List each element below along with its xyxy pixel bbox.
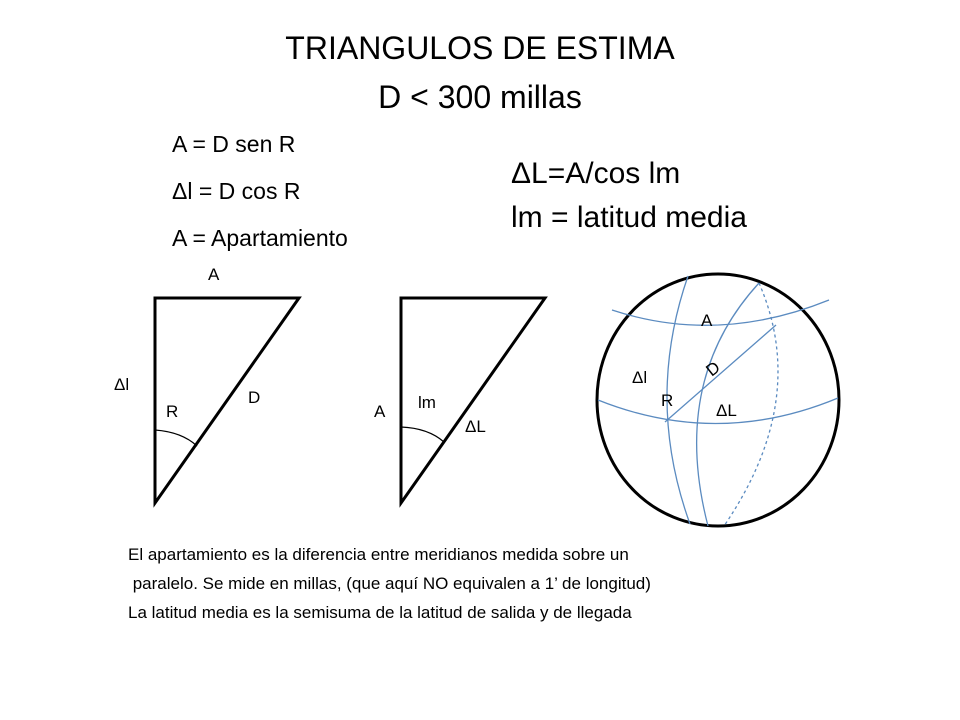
sphere-label-a: A bbox=[701, 311, 713, 330]
triangle-2-label-lm: lm bbox=[418, 393, 436, 412]
triangle-1-label-r: R bbox=[166, 402, 179, 421]
note-line-2: paralelo. Se mide en millas, (que aquí NO equivalen a 1’ de longitud) bbox=[128, 574, 651, 593]
triangle-1-label-a: A bbox=[208, 265, 220, 284]
triangle-1-outline bbox=[155, 298, 299, 503]
sphere-label-delta-longitude: ΔL bbox=[716, 401, 737, 420]
note-line-1: El apartamiento es la diferencia entre meridianos medida sobre un bbox=[128, 545, 629, 564]
triangle-2-label-a: A bbox=[374, 402, 386, 421]
title-line-2: D < 300 millas bbox=[378, 79, 582, 115]
formula-apartamiento-sen: A = D sen R bbox=[172, 131, 296, 157]
sphere-diagram bbox=[597, 274, 839, 526]
triangle-1-label-delta-l: Δl bbox=[114, 375, 130, 394]
sphere-label-delta-l: Δl bbox=[632, 368, 648, 387]
triangle-2-angle-arc bbox=[401, 427, 444, 442]
formula-latitud-media: lm = latitud media bbox=[511, 201, 747, 234]
sphere-label-d: D bbox=[702, 357, 724, 381]
triangle-2-label-delta-longitude: ΔL bbox=[465, 417, 486, 436]
triangle-1 bbox=[155, 298, 299, 503]
note-line-3: La latitud media es la semisuma de la latitud de salida y de llegada bbox=[128, 603, 632, 622]
sphere-label-r: R bbox=[661, 391, 674, 410]
formula-apartamiento-def: A = Apartamiento bbox=[172, 225, 348, 251]
sphere-outline bbox=[597, 274, 839, 526]
title-line-1: TRIANGULOS DE ESTIMA bbox=[285, 30, 675, 66]
triangle-1-label-d: D bbox=[248, 388, 261, 407]
formula-delta-longitude: ΔL=A/cos lm bbox=[511, 157, 681, 190]
formula-delta-l-cos: Δl = D cos R bbox=[172, 178, 301, 204]
triangle-1-angle-arc bbox=[155, 430, 197, 446]
